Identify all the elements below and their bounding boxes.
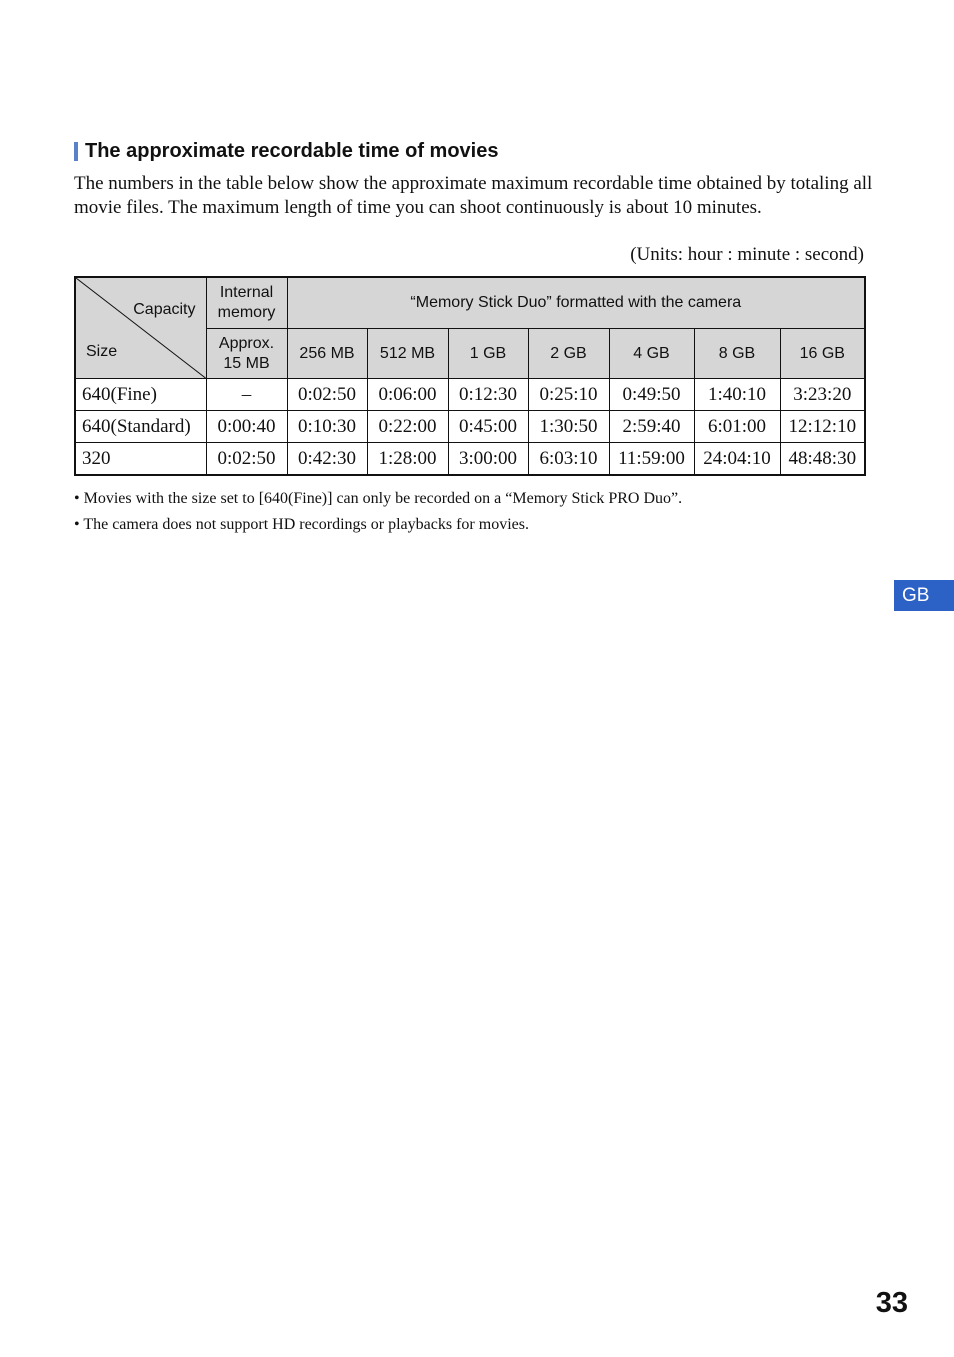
heading-marker-bar: [74, 142, 78, 161]
time-cell: 12:12:10: [780, 411, 865, 443]
memory-stick-header: “Memory Stick Duo” formatted with the camera: [287, 277, 865, 329]
recordable-time-table: [74, 276, 866, 476]
table-row: [75, 379, 865, 411]
time-cell: 48:48:30: [780, 443, 865, 476]
time-cell: 0:45:00: [448, 411, 528, 443]
table-row: [75, 411, 865, 443]
time-cell: 24:04:10: [694, 443, 780, 476]
time-cell: 11:59:00: [609, 443, 694, 476]
capacity-header-cell: 4 GB: [609, 329, 694, 379]
time-cell: 1:40:10: [694, 379, 780, 411]
note-item: • The camera does not support HD recordings or playbacks for movies.: [74, 516, 529, 533]
size-cell: 640(Standard): [75, 411, 206, 443]
capacity-label: Capacity: [133, 301, 196, 318]
capacity-header-cell: 8 GB: [694, 329, 780, 379]
diagonal-divider: [76, 278, 206, 378]
header-row-top: [75, 277, 865, 329]
time-cell: 1:28:00: [367, 443, 448, 476]
capacity-header-cell: 512 MB: [367, 329, 448, 379]
notes-list: [74, 489, 682, 541]
time-cell: 2:59:40: [609, 411, 694, 443]
size-cell: 640(Fine): [75, 379, 206, 411]
note-item: • Movies with the size set to [640(Fine)] can only be recorded on a “Memory Stick PRO Duo”.: [74, 490, 683, 507]
time-cell: 0:12:30: [448, 379, 528, 411]
table-row: [75, 443, 865, 476]
time-cell: 0:00:40: [206, 411, 287, 443]
time-cell: 6:01:00: [694, 411, 780, 443]
time-cell: 1:30:50: [528, 411, 609, 443]
time-cell: 0:49:50: [609, 379, 694, 411]
section-title: The approximate recordable time of movies: [85, 140, 499, 162]
time-cell: 6:03:10: [528, 443, 609, 476]
intro-paragraph: The numbers in the table below show the approximate maximum recordable time obtained by totaling all movie files. The maximum length of time you can shoot continuously is about 10 minutes.: [74, 173, 873, 218]
time-cell: 0:42:30: [287, 443, 367, 476]
size-cell: 320: [75, 443, 206, 476]
corner-header-cell: [75, 277, 206, 379]
time-cell: 0:02:50: [206, 443, 287, 476]
capacity-header-cell: 16 GB: [780, 329, 865, 379]
internal-memory-header: Internal memory: [206, 277, 287, 329]
page-number: 33: [875, 1287, 908, 1319]
language-tab: GB: [894, 580, 954, 611]
time-cell: 3:23:20: [780, 379, 865, 411]
time-cell: 0:22:00: [367, 411, 448, 443]
time-cell: 0:10:30: [287, 411, 367, 443]
table-body: [75, 379, 865, 476]
time-cell: 0:02:50: [287, 379, 367, 411]
time-cell: 0:06:00: [367, 379, 448, 411]
capacity-header-cell: 256 MB: [287, 329, 367, 379]
time-cell: –: [206, 379, 287, 411]
size-label: Size: [86, 343, 118, 360]
capacity-header-cell: 2 GB: [528, 329, 609, 379]
capacity-header-cell: 1 GB: [448, 329, 528, 379]
section-heading: [74, 140, 498, 163]
time-cell: 3:00:00: [448, 443, 528, 476]
units-note: (Units: hour : minute : second): [630, 244, 864, 265]
time-cell: 0:25:10: [528, 379, 609, 411]
internal-capacity-header: Approx. 15 MB: [206, 329, 287, 379]
